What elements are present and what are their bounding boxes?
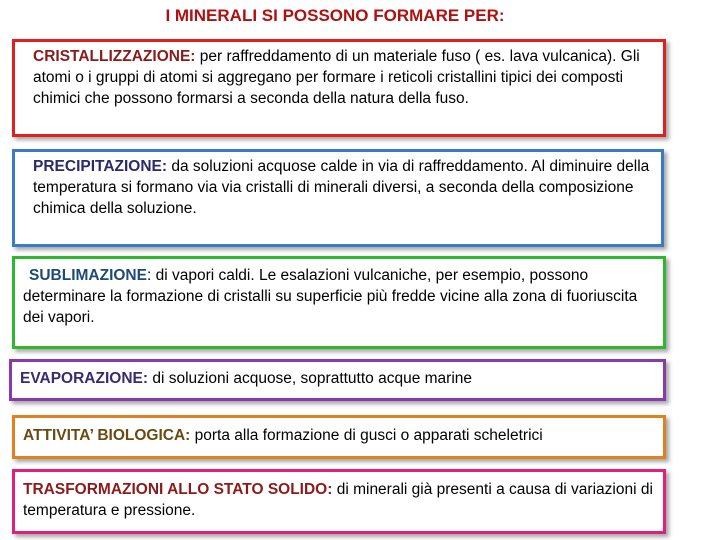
term-label: ATTIVITA’ BIOLOGICA:	[23, 427, 191, 444]
term-label: EVAPORAZIONE:	[20, 370, 149, 387]
term-description: porta alla formazione di gusci o apparati scheletrici	[190, 427, 543, 444]
term-description: per raffreddamento di un materiale fuso ( es. lava vulcanica). Gli atomi o i gruppi di atomi si aggregano per formare i reticoli cristallini tipici dei composti chimici che possono formarsi a seconda della natura della fuso.	[33, 48, 640, 107]
term-description: di soluzioni acquose, soprattutto acque marine	[148, 370, 473, 387]
term-description: da soluzioni acquose calde in via di raffreddamento. Al diminuire della temperatura si formano via via cristalli di minerali diversi, a seconda della composizione chimica della soluzione.	[33, 158, 650, 217]
term-description: di minerali già presenti a causa di variazioni di temperatura e pressione.	[23, 481, 653, 519]
term-description: : di vapori caldi. Le esalazioni vulcaniche, per esempio, possono determinare la formazione di cristalli su superficie più fredde vicine alla zona di fuoriuscita dei vapori.	[23, 267, 638, 326]
box-precipitazione	[12, 149, 664, 247]
box-cristallizzazione	[12, 39, 666, 137]
page-title: I MINERALI SI POSSONO FORMARE PER:	[165, 6, 505, 25]
box-attivita-biologica	[12, 415, 666, 459]
box-sublimazione	[12, 256, 666, 349]
term-label: TRASFORMAZIONI ALLO STATO SOLIDO:	[23, 481, 333, 498]
box-trasformazioni-stato-solido	[12, 469, 666, 534]
box-evaporazione	[9, 359, 666, 401]
term-label: PRECIPITAZIONE:	[33, 158, 168, 175]
term-label: CRISTALLIZZAZIONE:	[33, 48, 196, 65]
term-label: SUBLIMAZIONE	[29, 267, 147, 284]
